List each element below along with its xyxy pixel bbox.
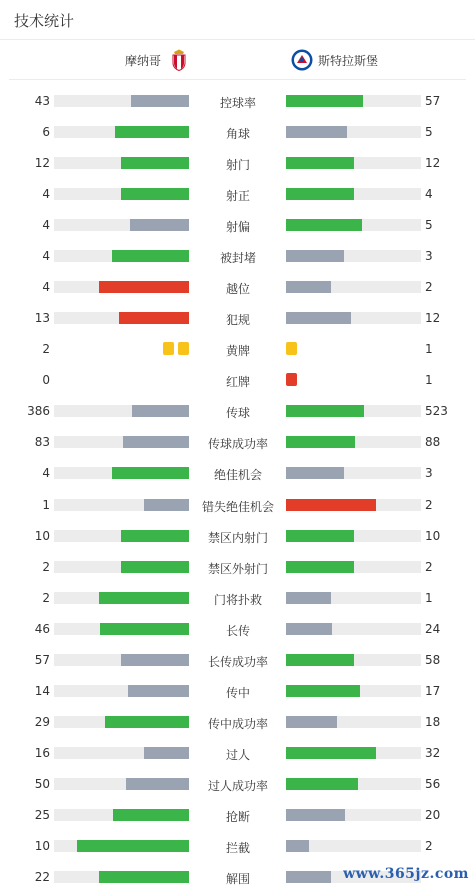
stat-row (0, 148, 475, 179)
away-stat-value: 32 (425, 745, 441, 760)
home-bar-track (54, 840, 189, 852)
stat-label: 犯规 (225, 313, 250, 328)
away-bar-fill (286, 95, 363, 107)
away-bar-fill (286, 126, 347, 138)
away-stat-value: 1 (425, 342, 433, 357)
away-bar-fill (286, 157, 354, 169)
home-bar-track (54, 747, 189, 759)
yellow-card-icon (178, 342, 189, 355)
away-bar-track (286, 685, 421, 697)
away-stat-value: 2 (425, 497, 433, 512)
stat-row (0, 334, 475, 365)
home-bar-fill (99, 871, 189, 883)
home-bar-track (54, 623, 189, 635)
stat-label: 被封堵 (219, 251, 256, 266)
home-stat-value: 2 (42, 342, 50, 357)
away-stat-value: 3 (425, 466, 433, 481)
home-bar-fill (121, 654, 189, 666)
stat-label: 禁区外射门 (207, 561, 268, 576)
away-stat-value: 2 (425, 838, 433, 853)
home-bar-fill (77, 840, 189, 852)
home-bar-track (54, 467, 189, 479)
away-bar-fill (286, 219, 362, 231)
away-stat-value: 4 (425, 187, 433, 202)
home-stat-value: 14 (34, 683, 50, 698)
home-stat-value: 2 (42, 559, 50, 574)
home-stat-value: 46 (34, 621, 50, 636)
away-bar-fill (286, 467, 344, 479)
away-stat-value: 1 (425, 590, 433, 605)
away-stat-value: 2 (425, 280, 433, 295)
stat-label: 角球 (225, 127, 250, 142)
away-bar-track (286, 219, 421, 231)
away-bar-track (286, 250, 421, 262)
home-bar-fill (131, 95, 189, 107)
away-stat-value: 1 (425, 373, 433, 388)
away-stat-value: 58 (425, 652, 441, 667)
home-stat-value: 25 (34, 807, 50, 822)
stat-row (0, 365, 475, 396)
home-stat-value: 16 (34, 745, 50, 760)
home-bar-track (54, 157, 189, 169)
home-stat-value: 386 (27, 404, 50, 419)
stat-label: 门将扑救 (213, 592, 262, 607)
away-bar-fill (286, 436, 355, 448)
stat-row (0, 427, 475, 458)
away-bar-fill (286, 654, 354, 666)
stat-row (0, 179, 475, 210)
stat-row (0, 458, 475, 489)
away-bar-fill (286, 747, 376, 759)
away-stat-value: 12 (425, 156, 441, 171)
home-bar-fill (144, 747, 189, 759)
stat-label: 射正 (225, 189, 250, 204)
home-bar-track (54, 809, 189, 821)
stat-label: 长传成功率 (207, 654, 268, 669)
away-bar-fill (286, 281, 331, 293)
home-bar-fill (105, 716, 189, 728)
away-bar-fill (286, 840, 309, 852)
away-bar-fill (286, 809, 345, 821)
away-bar-track (286, 157, 421, 169)
home-bar-track (54, 592, 189, 604)
yellow-card-icon (286, 342, 297, 355)
away-bar-track (286, 840, 421, 852)
section-title-bar (0, 0, 475, 40)
stat-row (0, 396, 475, 427)
stat-label: 传球成功率 (207, 437, 268, 452)
away-stat-value: 20 (425, 807, 441, 822)
away-bar-track (286, 623, 421, 635)
home-bar-track (54, 312, 189, 324)
stat-row (0, 552, 475, 583)
stat-label: 错失绝佳机会 (201, 499, 274, 514)
home-bar-fill (99, 281, 189, 293)
stat-label: 过人 (225, 747, 250, 762)
home-stat-value: 4 (42, 280, 50, 295)
away-bar-track (286, 654, 421, 666)
stat-row (0, 800, 475, 831)
home-stat-value: 10 (34, 528, 50, 543)
away-bar-fill (286, 405, 364, 417)
home-bar-fill (100, 623, 189, 635)
home-bar-fill (126, 778, 189, 790)
home-stat-value: 13 (34, 311, 50, 326)
away-cards (286, 342, 297, 356)
stat-label: 传中成功率 (207, 716, 268, 731)
home-bar-track (54, 778, 189, 790)
strasbourg-crest-icon (291, 49, 313, 71)
monaco-crest-icon (171, 49, 187, 71)
stat-row (0, 583, 475, 614)
stat-row (0, 210, 475, 241)
teams-header (9, 40, 466, 80)
home-bar-track (54, 685, 189, 697)
away-bar-fill (286, 685, 360, 697)
home-bar-track (54, 654, 189, 666)
away-bar-track (286, 95, 421, 107)
away-stat-value: 18 (425, 714, 441, 729)
away-bar-track (286, 405, 421, 417)
stat-label: 解围 (225, 872, 250, 886)
away-team-name: 斯特拉斯堡 (318, 53, 379, 68)
home-bar-fill (112, 250, 189, 262)
home-bar-fill (115, 126, 189, 138)
stat-row (0, 831, 475, 862)
home-bar-fill (121, 561, 189, 573)
away-bar-track (286, 747, 421, 759)
home-stat-value: 29 (34, 714, 50, 729)
home-stat-value: 6 (42, 125, 50, 140)
away-stat-value: 56 (425, 776, 441, 791)
away-bar-track (286, 436, 421, 448)
away-bar-track (286, 467, 421, 479)
away-bar-track (286, 561, 421, 573)
home-bar-fill (121, 530, 189, 542)
away-stat-value: 57 (425, 94, 441, 108)
yellow-card-icon (163, 342, 174, 355)
away-bar-fill (286, 592, 331, 604)
away-bar-track (286, 281, 421, 293)
stat-label: 禁区内射门 (207, 530, 268, 545)
home-stat-value: 4 (42, 218, 50, 233)
home-bar-track (54, 188, 189, 200)
home-stat-value: 83 (34, 435, 50, 450)
away-bar-track (286, 592, 421, 604)
away-bar-track (286, 530, 421, 542)
away-bar-track (286, 716, 421, 728)
away-bar-fill (286, 623, 332, 635)
stat-label: 射偏 (225, 220, 250, 235)
stat-row (0, 769, 475, 800)
away-bar-fill (286, 312, 351, 324)
watermark: www.365jz.com (343, 866, 469, 882)
home-bar-fill (119, 312, 189, 324)
stat-label: 过人成功率 (207, 778, 268, 793)
home-stat-value: 43 (34, 94, 50, 108)
home-bar-fill (121, 188, 189, 200)
home-bar-fill (144, 499, 189, 511)
stat-label: 控球率 (219, 96, 256, 110)
home-bar-track (54, 436, 189, 448)
stat-row (0, 490, 475, 521)
away-bar-track (286, 312, 421, 324)
page-title: 技术统计 (14, 12, 75, 30)
away-stat-value: 3 (425, 249, 433, 264)
home-stat-value: 50 (34, 776, 50, 791)
stat-label: 绝佳机会 (213, 468, 262, 483)
away-team[interactable] (291, 40, 378, 80)
home-bar-track (54, 95, 189, 107)
away-bar-fill (286, 561, 354, 573)
home-team-name: 摩纳哥 (125, 53, 162, 68)
stat-row (0, 86, 475, 117)
away-bar-fill (286, 250, 344, 262)
home-stat-value: 1 (42, 497, 50, 512)
away-bar-fill (286, 716, 337, 728)
home-stat-value: 0 (42, 373, 50, 388)
away-stat-value: 523 (425, 404, 448, 419)
stat-row (0, 117, 475, 148)
home-stat-value: 22 (34, 870, 50, 884)
home-bar-track (54, 561, 189, 573)
away-bar-track (286, 126, 421, 138)
home-stat-value: 12 (34, 156, 50, 171)
stat-row (0, 645, 475, 676)
stat-row (0, 272, 475, 303)
stat-row (0, 521, 475, 552)
stat-row (0, 303, 475, 334)
home-bar-fill (132, 405, 189, 417)
away-stat-value: 17 (425, 683, 441, 698)
away-bar-fill (286, 188, 354, 200)
stat-label: 传球 (225, 406, 250, 421)
stat-row (0, 676, 475, 707)
home-stat-value: 10 (34, 838, 50, 853)
away-bar-fill (286, 499, 376, 511)
away-bar-track (286, 188, 421, 200)
stat-row (0, 241, 475, 272)
away-bar-track (286, 499, 421, 511)
stat-label: 抢断 (225, 809, 250, 824)
away-cards (286, 373, 297, 387)
away-stat-value: 5 (425, 125, 433, 140)
away-bar-track (286, 778, 421, 790)
away-stat-value: 88 (425, 435, 441, 450)
home-bar-track (54, 405, 189, 417)
away-bar-fill (286, 778, 358, 790)
stat-label: 红牌 (225, 375, 250, 390)
home-cards (163, 342, 189, 356)
home-bar-fill (121, 157, 189, 169)
home-bar-track (54, 126, 189, 138)
home-bar-track (54, 871, 189, 883)
away-stat-value: 10 (425, 528, 441, 543)
away-bar-track (286, 809, 421, 821)
home-bar-track (54, 219, 189, 231)
stat-label: 拦截 (225, 840, 250, 855)
home-stat-value: 57 (34, 652, 50, 667)
home-bar-fill (112, 467, 189, 479)
home-bar-fill (123, 436, 189, 448)
stat-row (0, 738, 475, 769)
home-stat-value: 4 (42, 249, 50, 264)
home-bar-track (54, 250, 189, 262)
stat-label: 传中 (225, 685, 250, 700)
home-bar-fill (113, 809, 189, 821)
stat-row (0, 614, 475, 645)
stat-label: 射门 (225, 158, 250, 173)
red-card-icon (286, 373, 297, 386)
home-stat-value: 2 (42, 590, 50, 605)
stat-label: 长传 (225, 623, 250, 638)
home-stat-value: 4 (42, 466, 50, 481)
home-bar-track (54, 281, 189, 293)
stat-row (0, 707, 475, 738)
home-stat-value: 4 (42, 187, 50, 202)
away-stat-value: 5 (425, 218, 433, 233)
stat-label: 越位 (225, 282, 250, 297)
home-team[interactable] (125, 40, 187, 80)
home-bar-track (54, 530, 189, 542)
away-bar-fill (286, 871, 331, 883)
away-stat-value: 12 (425, 311, 441, 326)
home-bar-fill (130, 219, 189, 231)
away-bar-fill (286, 530, 354, 542)
stat-label: 黄牌 (225, 344, 250, 359)
home-bar-fill (128, 685, 189, 697)
away-stat-value: 24 (425, 621, 441, 636)
home-bar-track (54, 716, 189, 728)
away-stat-value: 2 (425, 559, 433, 574)
home-bar-track (54, 499, 189, 511)
home-bar-fill (99, 592, 189, 604)
